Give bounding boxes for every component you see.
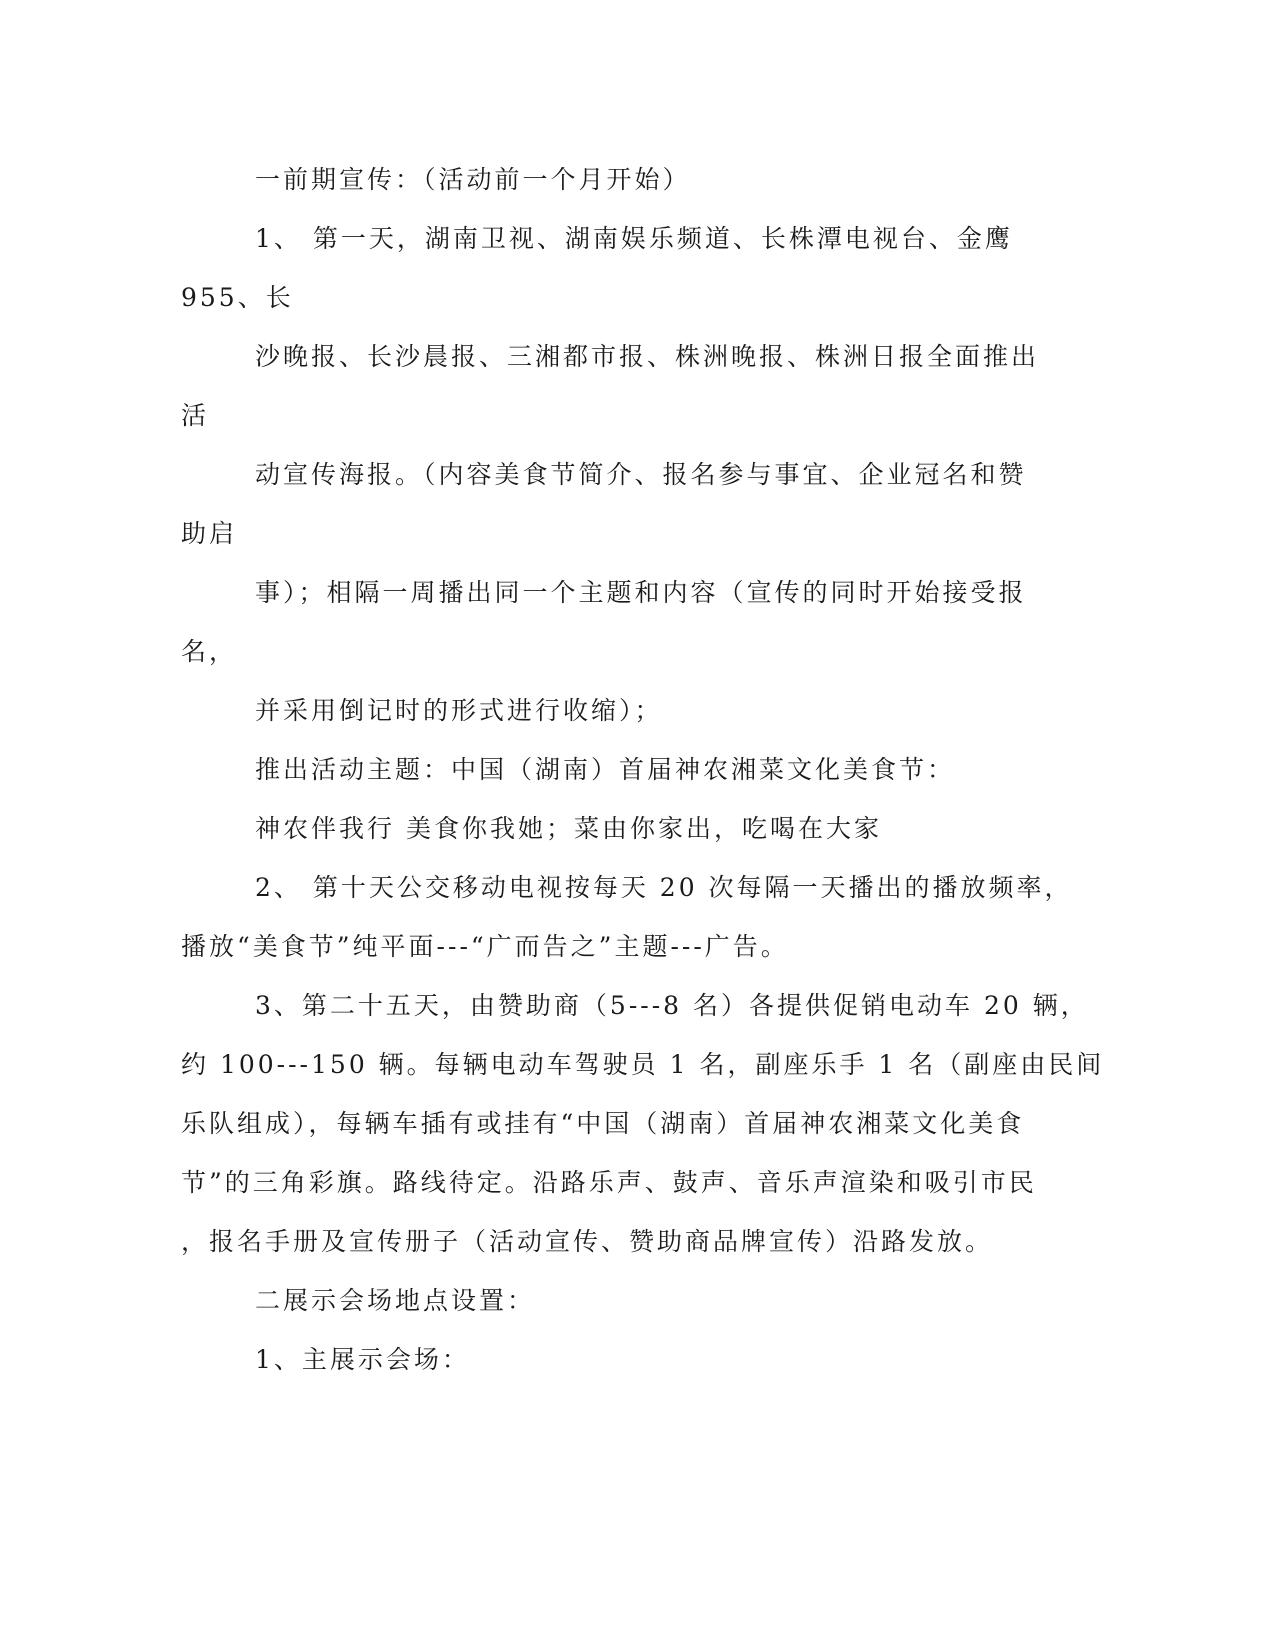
paragraph-line: 助启 (181, 519, 238, 548)
paragraph-line: 神农伴我行 美食你我她；菜由你家出，吃喝在大家 (255, 814, 882, 843)
subheading-main-venue: 1、主展示会场： (255, 1345, 470, 1374)
paragraph-line: 活 (181, 401, 210, 430)
paragraph-line: 并采用倒记时的形式进行收缩）； (255, 696, 663, 725)
paragraph-line: 约 100---150 辆。每辆电动车驾驶员 1 名，副座乐手 1 名（副座由民间 (181, 1050, 1105, 1079)
paragraph-line: 事）；相隔一周播出同一个主题和内容（宣传的同时开始接受报 (255, 578, 1027, 607)
paragraph-line: 沙晚报、长沙晨报、三湘都市报、株洲晚报、株洲日报全面推出 (255, 342, 1040, 371)
paragraph-line: 节”的三角彩旗。路线待定。沿路乐声、鼓声、音乐声渲染和吸引市民 (181, 1168, 1037, 1197)
paragraph-line: 3、第二十五天，由赞助商（5---8 名）各提供促销电动车 20 辆， (255, 991, 1089, 1020)
paragraph-line: ，报名手册及宣传册子（活动宣传、赞助商品牌宣传）沿路发放。 (181, 1227, 994, 1256)
paragraph-line: 1、 第一天，湖南卫视、湖南娱乐频道、长株潭电视台、金鹰 (255, 224, 1013, 253)
paragraph-line: 播放“美食节”纯平面---“广而告之”主题---广告。 (181, 932, 789, 961)
section-heading-venue: 二展示会场地点设置： (255, 1286, 536, 1315)
paragraph-line: 动宣传海报。（内容美食节简介、报名参与事宜、企业冠名和赞 (255, 460, 1027, 489)
section-heading-publicity: 一前期宣传：（活动前一个月开始） (255, 165, 691, 194)
paragraph-line: 乐队组成），每辆车插有或挂有“中国（湖南）首届神农湘菜文化美食 (181, 1109, 1025, 1138)
paragraph-line: 2、 第十天公交移动电视按每天 20 次每隔一天播出的播放频率， (255, 873, 1073, 902)
paragraph-line: 955、长 (181, 283, 294, 312)
paragraph-line: 名， (181, 637, 238, 666)
paragraph-line: 推出活动主题：中国（湖南）首届神农湘菜文化美食节： (255, 755, 956, 784)
